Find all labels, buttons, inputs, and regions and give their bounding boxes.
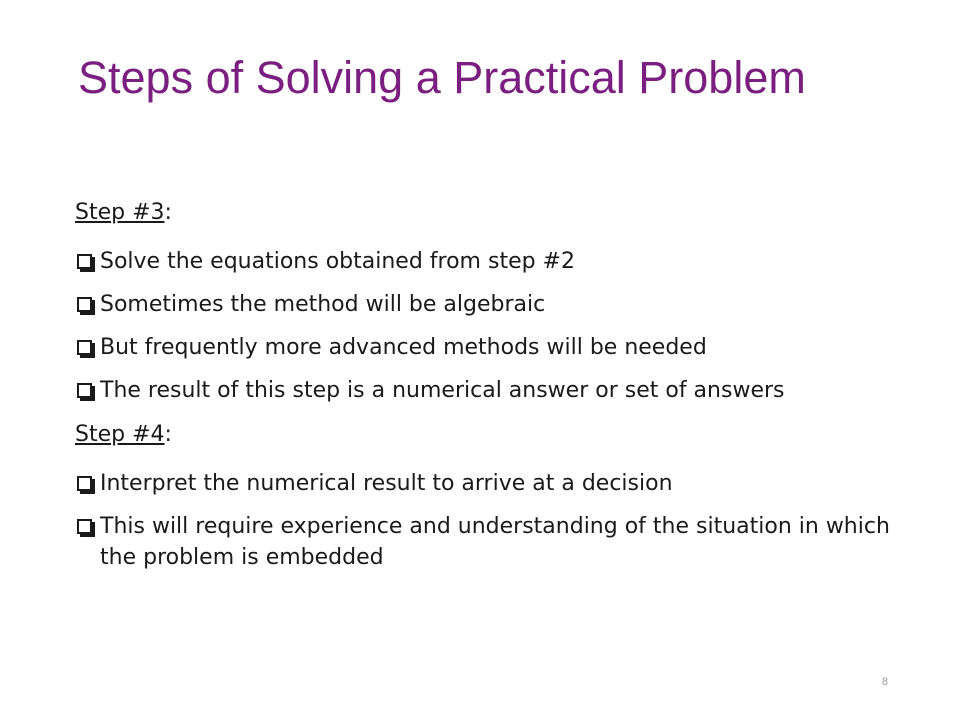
slide-body [75, 196, 905, 585]
checkbox-bullet-icon [77, 297, 92, 312]
checkbox-bullet-icon [77, 519, 92, 534]
bullet-text: Solve the equations obtained from step #2 [100, 249, 575, 274]
step-3-heading [75, 196, 905, 230]
checkbox-bullet-icon [77, 383, 92, 398]
bullet-text: Sometimes the method will be algebraic [100, 292, 546, 317]
bullet-text: Interpret the numerical result to arrive at a decision [100, 471, 673, 496]
step-3-label: Step #3 [75, 200, 165, 225]
checkbox-bullet-icon [77, 254, 92, 269]
list-item [75, 246, 905, 277]
step-4-heading [75, 418, 905, 452]
list-item [75, 511, 905, 573]
step-4-colon: : [164, 422, 172, 447]
page-number: 8 [881, 676, 888, 688]
list-item [75, 468, 905, 499]
bullet-text: But frequently more advanced methods will be needed [100, 335, 707, 360]
step-3-colon: : [164, 200, 172, 225]
list-item [75, 375, 905, 406]
bullet-text: This will require experience and understanding of the situation in which the problem is embedded [100, 514, 890, 570]
list-item [75, 332, 905, 363]
bullet-text: The result of this step is a numerical answer or set of answers [100, 378, 785, 403]
list-item [75, 289, 905, 320]
step-4-label: Step #4 [75, 422, 165, 447]
slide-title: Steps of Solving a Practical Problem [78, 52, 806, 103]
checkbox-bullet-icon [77, 476, 92, 491]
checkbox-bullet-icon [77, 340, 92, 355]
